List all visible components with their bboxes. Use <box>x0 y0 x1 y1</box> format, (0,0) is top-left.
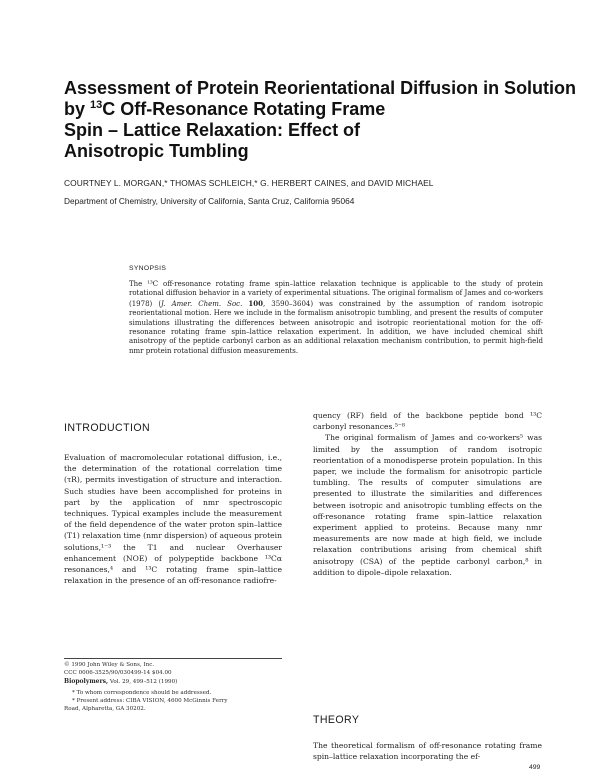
introduction-paragraph: Evaluation of macromolecular rotational diffusion, i.e., the determination of the rotational correlation time (τR), permits investigation of structure and interaction. Such studies have been accomplished for proteins in part by the application of nmr spectroscopic techniques. Typical examples include the measurement of the field dependence of the water proton spin–lattice (T1) relaxation time (nmr dispersion) of aqueous protein solutions,¹⁻³ the T1 and nuclear Overhauser enhancement (NOE) of polypeptide backbone ¹³Cα resonances,⁴ and ¹³C rotating frame spin–lattice relaxation in the presence of an off-resonance radiofre- <box>64 453 282 586</box>
journal-label: Biopolymers, <box>64 677 109 685</box>
footnote-1: * To whom correspondence should be addressed. <box>72 690 212 697</box>
synopsis-text-b: , 3590–3604) was constrained by the assumption of random isotropic reorientational motion. Here we include in the formalism anisotropic tumbling, and present the results of computer simulations illustrating the differences between anisotropic and isotropic reorientational motion for the off-resonance rotating frame spin–lattice relaxation experiment. In addition, we have included chemical shift anisotropy of the peptide carbonyl carbon as an additional relaxation mechanism contribution, to permit high-field nmr protein rotational diffusion measurements. <box>129 299 543 355</box>
synopsis-text-a: The ¹³C off-resonance rotating frame spin–lattice relaxation technique is applicable to the study of protein rotational diffusion behavior in a variety of experimental situations. The original formalism of James and co-workers (1978) ( <box>129 280 543 308</box>
right-paragraph-1: quency (RF) field of the backbone peptide bond ¹³C carbonyl resonances.⁵⁻⁸ <box>313 411 542 432</box>
title-line-1: Assessment of Protein Reorientational Diffusion in Solution <box>64 78 577 98</box>
title-line-3: Spin – Lattice Relaxation: Effect of <box>64 120 361 140</box>
ccc-line: CCC 0006-3525/90/030499-14 $04.00 <box>64 669 172 676</box>
title-line-2-prefix: by <box>64 99 91 119</box>
introduction-heading: INTRODUCTION <box>64 422 151 434</box>
synopsis-heading: SYNOPSIS <box>129 265 167 272</box>
journal-ref: Vol. 29, 499–512 (1990) <box>108 678 178 685</box>
carbon-13-superscript: 13 <box>90 99 103 111</box>
author-list: COURTNEY L. MORGAN,* THOMAS SCHLEICH,* G. HERBERT CAINES, and DAVID MICHAEL <box>64 178 434 188</box>
right-paragraph-2: The original formalism of James and co-workers⁵ was limited by the assumption of random isotropic reorientation of a monodisperse protein population. In this paper, we include the formalism for anisotropic particle tumbling. The results of computer simulations are presented to illustrate the similarities and differences between isotropic and anisotropic tumbling effects on the off-resonance rotating frame spin–lattice relaxation experiment applied to proteins. Because many nmr measurements are now made at high field, we include relaxation contributions arising from chemical shift anisotropy (CSA) of the peptide carbonyl carbon,⁸ in addition to dipole–dipole relaxation. <box>313 433 542 577</box>
synopsis-text <box>129 280 543 356</box>
journal-citation <box>64 678 282 687</box>
theory-heading: THEORY <box>313 714 360 726</box>
affiliation: Department of Chemistry, University of California, Santa Cruz, California 95064 <box>64 196 355 206</box>
footnotes <box>64 658 282 714</box>
theory-paragraph: The theoretical formalism of off-resonance rotating frame spin–lattice relaxation incorporating the ef- <box>313 741 542 762</box>
title-line-2-suffix: C Off-Resonance Rotating Frame <box>102 99 386 119</box>
copyright-line: © 1990 John Wiley & Sons, Inc. <box>64 662 155 668</box>
synopsis-journal: J. Amer. Chem. Soc. <box>161 299 243 308</box>
footnote-2: * Present address: CIBA VISION, 4600 McGinnis Ferry <box>72 698 228 705</box>
footnote-3: Road, Alpharetta, GA 30202. <box>64 705 146 712</box>
title-line-4: Anisotropic Tumbling <box>64 141 249 161</box>
left-column <box>64 422 282 586</box>
page-number: 499 <box>529 764 541 771</box>
synopsis-volume: 100 <box>248 298 263 308</box>
paper-title <box>64 78 577 162</box>
right-column <box>313 410 542 578</box>
title-line-2 <box>64 99 544 120</box>
